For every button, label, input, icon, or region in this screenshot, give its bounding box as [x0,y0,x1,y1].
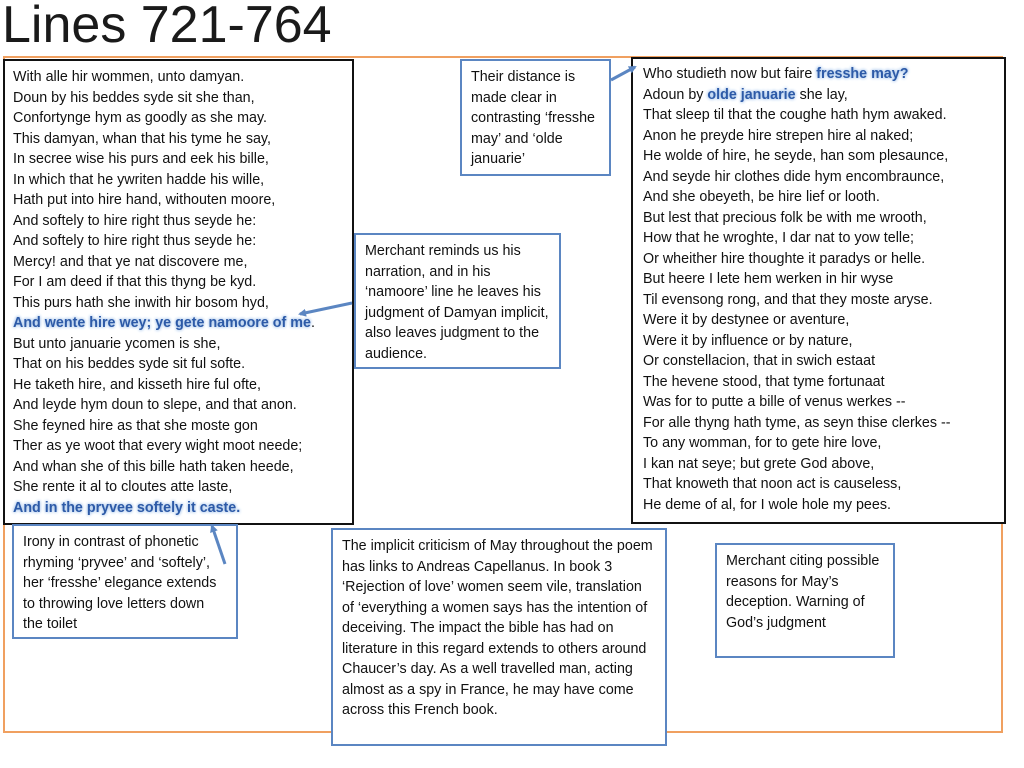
right-line2-prefix: Adoun by [643,86,708,103]
highlight-suffix: . [310,315,315,331]
left-poem-lines-2 [13,334,344,498]
left-poem-line: This damyan, whan that his tyme he say, [13,130,271,147]
left-poem-line: And softely to hire right thus seyde he: [13,212,257,229]
right-poem-line: Til evensong rong, and that they moste aryse. [643,291,933,308]
highlight-pryvee: And in the pryvee softely it caste. [13,499,241,516]
right-poem-line: Anon he preyde hire strepen hire al naked; [643,127,914,144]
right-poem-line: And she obeyeth, be hire lief or looth. [643,189,880,205]
right-poem-line: He deme of al, for I wole hole my pees. [643,496,891,513]
right-poem-line: And seyde hir clothes dide hym encombraunce, [643,168,945,185]
note-distance: Their distance is made clear in contrasting ‘fresshe may’ and ‘olde januarie’ [460,59,611,176]
right-line1-prefix: Who studieth now but faire [643,66,817,82]
right-poem-box [631,57,1006,524]
left-poem-line: In secree wise his purs and eek his bille, [13,151,269,167]
highlight-olde-januarie: olde januarie [707,86,796,103]
right-poem-line: Or wheither hire thoughte it paradys or helle. [643,250,926,267]
right-poem-line: Were it by destynee or aventure, [643,312,850,328]
right-poem-line: Were it by influence or by nature, [643,332,853,349]
slide-title: Lines 721-764 [2,0,332,54]
right-poem-line: That knoweth that noon act is causeless, [643,476,902,492]
note-citing: Merchant citing possible reasons for May’s deception. Warning of God’s judgment [715,543,895,658]
left-poem-line: Confortynge hym as goodly as she may. [13,110,268,126]
left-poem-line: And softely to hire right thus seyde he: [13,233,257,249]
right-poem-line: For alle thyng hath tyme, as seyn thise clerkes -- [643,414,951,431]
left-poem-line: Doun by his beddes syde sit she than, [13,89,255,106]
left-poem-line: In which that he ywriten hadde his wille, [13,171,265,188]
left-poem-lines-1 [13,67,344,313]
left-poem-line: Hath put into hire hand, withouten moore, [13,192,276,208]
right-poem-line: He wolde of hire, he seyde, han som plesaunce, [643,148,949,164]
left-poem-line: That on his beddes syde sit ful softe. [13,356,246,372]
left-poem-line: But unto januarie ycomen is she, [13,335,221,352]
right-poem-line: But heere I lete hem werken in hir wyse [643,271,894,287]
left-poem-line: He taketh hire, and kisseth hire ful ofte, [13,376,261,393]
left-highlight-line-1 [13,313,344,334]
right-poem-line: How that he wroghte, I dar nat to yow telle; [643,230,914,246]
right-poem-line: Was for to putte a bille of venus werkes -- [643,394,906,410]
right-poem-line-1 [643,64,994,85]
left-poem-line: She feyned hire as that she moste gon [13,417,258,434]
right-poem-line: That sleep til that the coughe hath hym awaked. [643,107,947,123]
left-poem-line: Ther as ye woot that every wight moot neede; [13,438,303,454]
left-poem-line: And whan she of this bille hath taken heede, [13,458,294,475]
left-poem-line: This purs hath she inwith hir bosom hyd, [13,294,269,311]
right-poem-line: To any womman, for to gete hire love, [643,435,882,451]
right-poem-line-2 [643,85,994,106]
right-poem-lines [643,105,994,515]
left-poem-line: With alle hir wommen, unto damyan. [13,69,245,85]
left-poem-line: Mercy! and that ye nat discovere me, [13,253,248,270]
right-poem-line: Or constellacion, that in swich estaat [643,353,876,369]
right-poem-line: I kan nat seye; but grete God above, [643,455,875,472]
note-irony: Irony in contrast of phonetic rhyming ‘pryvee’ and ‘softely’, her ‘fresshe’ elegance extends to throwing love letters down the toilet [12,524,238,639]
note-criticism: The implicit criticism of May throughout the poem has links to Andreas Capellanus. In book 3 ‘Rejection of love’ women seem vile, translation of ‘everything a women says has the intention of deceiving. The impact the bible has had on literature in this regard extends to others around Chaucer’s day. As a well travelled man, acting almost as a spy in France, he may have come across this French book. [331,528,667,746]
right-poem-line: But lest that precious folk be with me wrooth, [643,209,927,226]
left-poem-line: She rente it al to cloutes atte laste, [13,479,233,495]
left-highlight-line-2 [13,498,344,519]
highlight-fresshe-may: fresshe may? [816,66,909,82]
right-line2-suffix: she lay, [795,86,848,103]
highlight-namoore: And wente hire wey; ye gete namoore of me [13,315,311,331]
right-poem-line: The hevene stood, that tyme fortunaat [643,373,885,390]
left-poem-line: For I am deed if that this thyng be kyd. [13,274,257,290]
left-poem-box [3,59,354,525]
left-poem-line: And leyde hym doun to slepe, and that anon. [13,397,297,413]
note-merchant-reminds: Merchant reminds us his narration, and in his ‘namoore’ line he leaves his judgment of Damyan implicit, also leaves judgment to the audience. [354,233,561,369]
